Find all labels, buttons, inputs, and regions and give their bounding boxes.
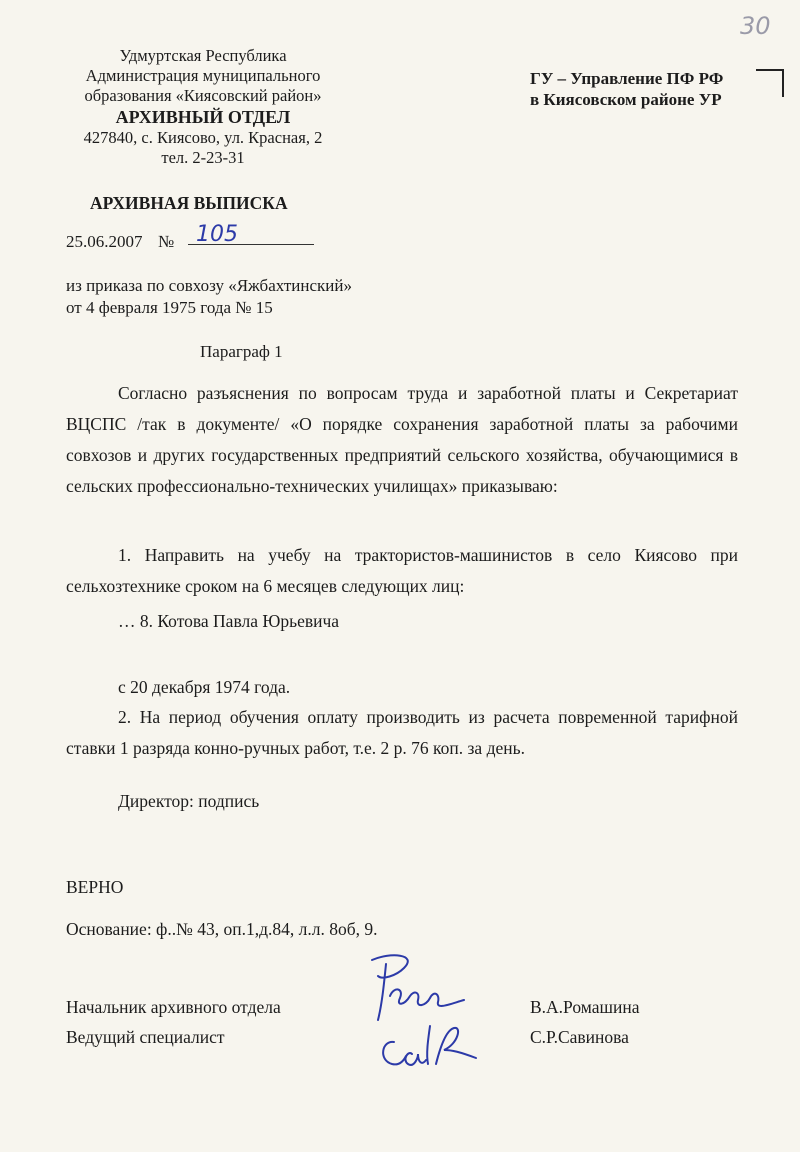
body-paragraph-2: [66, 540, 738, 602]
sender-address: 427840, с. Киясово, ул. Красная, 2: [83, 128, 323, 147]
signature-name-2: С.Р.Савинова: [530, 1027, 629, 1047]
recipient-line-1: ГУ – Управление ПФ РФ: [530, 69, 724, 88]
document-date: 25.06.2007: [66, 232, 143, 251]
order-line-2: от 4 февраля 1975 года № 15: [66, 298, 273, 317]
sender-department: АРХИВНЫЙ ОТДЕЛ: [115, 107, 291, 127]
number-handwritten: 105: [196, 222, 238, 247]
recipient-line-2: в Киясовском районе УР: [530, 90, 722, 109]
director-line: Директор: подпись: [118, 791, 260, 811]
signature-position-1: Начальник архивного отдела: [66, 997, 281, 1017]
signature-position-2: Ведущий специалист: [66, 1027, 225, 1047]
handwritten-signature-1: [360, 950, 470, 1030]
signature-name-1: В.А.Ромашина: [530, 997, 640, 1017]
order-line-1: из приказа по совхозу «Яжбахтинский»: [66, 276, 352, 295]
verified-mark: ВЕРНО: [66, 877, 124, 897]
paragraph-heading: Параграф 1: [200, 342, 283, 361]
number-label: №: [158, 232, 175, 251]
body-paragraph-1-text: Согласно разъяснения по вопросам труда и заработной платы и Секретариат ВЦСПС /так в документе/ «О порядке сохранения заработной платы за рабочими совхозов и других государственных предприятий сельского хозяйства, обучающимися в сельских профессионально-технических училищах» приказываю:: [66, 383, 738, 496]
body-paragraph-5: [66, 702, 738, 764]
body-paragraph-1: [66, 378, 738, 502]
address-corner-mark-vertical: [782, 69, 784, 97]
sender-block: [58, 46, 348, 168]
recipient-block: [530, 68, 723, 110]
sender-line-2: Администрация муниципального: [85, 66, 321, 85]
person-list-item: … 8. Котова Павла Юрьевича: [118, 611, 340, 631]
basis-line: Основание: ф..№ 43, оп.1,д.84, л.л. 8об, 9.: [66, 919, 378, 939]
body-paragraph-2-text: 1. Направить на учебу на трактористов-машинистов в село Киясово при сельхозтехнике сроком на 6 месяцев следующих лиц:: [66, 545, 738, 596]
document-title: АРХИВНАЯ ВЫПИСКА: [90, 193, 288, 213]
body-paragraph-5-text: 2. На период обучения оплату производить из расчета повременной тарифной ставки 1 разряда конно-ручных работ, т.е. 2 р. 76 коп. за день.: [66, 707, 738, 758]
address-corner-mark: [756, 69, 784, 71]
start-date-line: с 20 декабря 1974 года.: [118, 677, 291, 697]
sender-phone: тел. 2-23-31: [161, 148, 245, 167]
sender-line-3: образования «Киясовский район»: [84, 86, 322, 105]
handwritten-signature-2: [372, 1020, 482, 1080]
page-number-handwritten: 30: [740, 12, 771, 40]
sender-line-1: Удмуртская Республика: [119, 46, 287, 65]
